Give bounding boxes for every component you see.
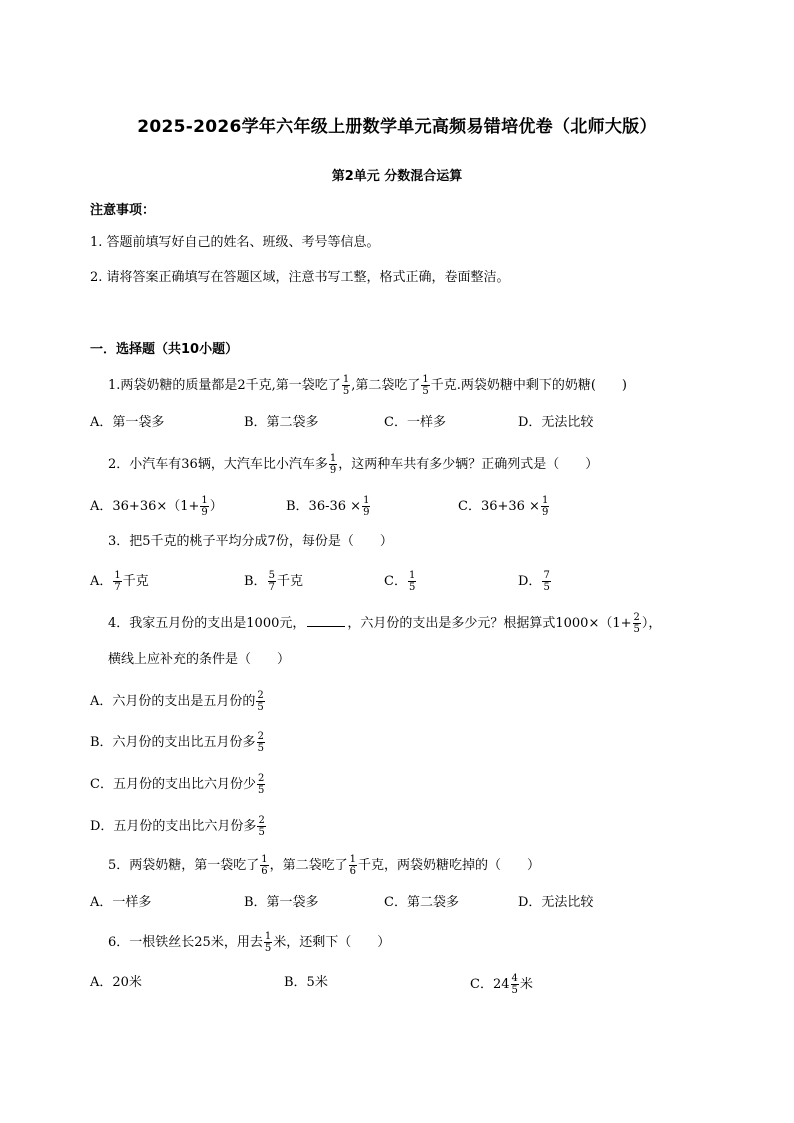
q5-option-d[interactable]: D．无法比较 — [518, 895, 594, 910]
text-segment: 2．小汽车有36辆，大汽车比小汽车多 — [108, 457, 328, 472]
question-3: 3．把5千克的桃子平均分成7份，每份是（ ） — [108, 534, 393, 549]
q6-option-c[interactable] — [470, 973, 533, 996]
fraction-denominator: 6 — [349, 866, 357, 877]
fraction-numerator: 1 — [329, 453, 337, 464]
fraction — [256, 690, 264, 713]
q1-option-c[interactable]: C．一样多 — [384, 415, 446, 430]
text-segment: A． — [90, 574, 113, 589]
fraction-denominator: 5 — [258, 827, 265, 838]
text-segment: C．36+36 × — [458, 499, 540, 514]
fraction — [408, 570, 416, 593]
question-6 — [108, 931, 390, 954]
text-segment: 千克，两袋奶糖吃掉的（ ） — [358, 858, 541, 873]
fraction-denominator: 5 — [342, 386, 350, 397]
fraction — [260, 854, 268, 877]
fraction-denominator: 9 — [541, 507, 549, 518]
text-segment: B．36-36 × — [286, 499, 362, 514]
page-subtitle: 第2单元 分数混合运算 — [331, 169, 463, 184]
fraction — [113, 570, 121, 593]
q3-option-b[interactable] — [244, 570, 303, 593]
fraction-numerator: 1 — [342, 374, 350, 385]
fraction-numerator: 1 — [541, 495, 549, 506]
text-segment: ,第二袋吃了 — [351, 378, 421, 393]
fraction — [268, 570, 276, 593]
text-segment: 4．我家五月份的支出是1000元， — [108, 616, 306, 631]
section-heading: 一．选择题（共10小题） — [90, 342, 239, 357]
fraction-numerator: 2 — [258, 815, 265, 826]
fraction-denominator: 5 — [422, 386, 429, 397]
fraction-numerator: 1 — [201, 495, 208, 506]
fraction-numerator: 1 — [363, 495, 370, 506]
q5-option-b[interactable]: B．第一袋多 — [244, 895, 319, 910]
text-segment: ，这两种车共有多少辆？正确列式是（ ） — [338, 457, 599, 472]
q4-option-b[interactable] — [90, 731, 266, 754]
text-segment: 6．一根铁丝长25米，用去 — [108, 935, 263, 950]
q1-option-d[interactable]: D．无法比较 — [518, 415, 594, 430]
q3-option-a[interactable] — [90, 570, 149, 593]
text-segment: 1.两袋奶糖的质量都是2千克,第一袋吃了 — [108, 378, 341, 393]
fraction-numerator: 1 — [264, 931, 272, 942]
fraction-numerator: 2 — [633, 612, 640, 623]
q6-option-b[interactable]: B．5米 — [284, 975, 328, 990]
q4-option-c[interactable] — [90, 773, 266, 796]
fraction-denominator: 5 — [264, 943, 272, 954]
fraction-denominator: 5 — [257, 743, 264, 754]
text-segment: ） — [209, 499, 223, 514]
q5-option-c[interactable]: C．第二袋多 — [384, 895, 459, 910]
q2-option-c[interactable] — [458, 495, 550, 518]
fraction-denominator: 5 — [257, 702, 264, 713]
question-4 — [108, 612, 661, 635]
fraction — [541, 495, 549, 518]
text-segment: B． — [244, 574, 267, 589]
notice-item-2: 2. 请将答案正确填写在答题区域，注意书写工整，格式正确，卷面整洁。 — [90, 270, 510, 285]
fraction — [342, 374, 350, 397]
q6-option-a[interactable]: A．20米 — [90, 975, 142, 990]
fraction — [349, 854, 357, 877]
fraction-denominator: 7 — [268, 582, 275, 593]
fraction-denominator: 9 — [329, 465, 337, 476]
fraction — [200, 495, 208, 518]
fraction-denominator: 5 — [408, 582, 416, 593]
fraction-numerator: 7 — [543, 570, 550, 581]
q1-option-a[interactable]: A．第一袋多 — [90, 415, 165, 430]
fraction — [257, 731, 265, 754]
question-4-line2: 横线上应补充的条件是（ ） — [108, 652, 291, 667]
q4-option-d[interactable] — [90, 815, 267, 838]
fraction-denominator: 5 — [633, 624, 640, 635]
text-segment: A．六月份的支出是五月份的 — [90, 694, 256, 709]
fraction-numerator: 2 — [257, 731, 264, 742]
fraction-numerator: 1 — [261, 854, 268, 865]
fraction-numerator: 2 — [257, 690, 264, 701]
text-segment: B．六月份的支出比五月份多 — [90, 735, 256, 750]
text-segment: C．24 — [470, 977, 510, 992]
fraction — [511, 973, 519, 996]
q4-option-a[interactable] — [90, 690, 266, 713]
q5-option-a[interactable]: A．一样多 — [90, 895, 152, 910]
q3-option-d[interactable] — [518, 570, 552, 593]
text-segment: D．五月份的支出比六月份多 — [90, 819, 257, 834]
fraction-denominator: 5 — [511, 985, 518, 996]
notice-heading: 注意事项： — [90, 203, 156, 218]
fraction — [421, 374, 429, 397]
text-segment: 千克.两袋奶糖中剩下的奶糖( ) — [430, 378, 627, 393]
fraction — [542, 570, 550, 593]
fraction-numerator: 5 — [268, 570, 275, 581]
fraction-numerator: 2 — [257, 773, 265, 784]
fraction-numerator: 1 — [408, 570, 416, 581]
q2-option-a[interactable] — [90, 495, 223, 518]
text-segment: 千克 — [276, 574, 303, 589]
text-segment: 千克 — [122, 574, 149, 589]
text-segment: ）， — [641, 616, 662, 631]
fraction-denominator: 5 — [543, 582, 550, 593]
answer-blank[interactable] — [307, 614, 345, 627]
fraction — [362, 495, 370, 518]
page-title: 2025-2026学年六年级上册数学单元高频易错培优卷（北师大版） — [137, 117, 657, 137]
fraction-denominator: 5 — [257, 785, 265, 796]
fraction-numerator: 1 — [349, 854, 357, 865]
q3-option-c[interactable] — [384, 570, 417, 593]
text-segment: C． — [384, 574, 407, 589]
text-segment: D． — [518, 574, 542, 589]
fraction — [257, 773, 265, 796]
fraction-numerator: 4 — [511, 973, 518, 984]
question-2 — [108, 453, 598, 476]
text-segment: 5．两袋奶糖，第一袋吃了 — [108, 858, 260, 873]
question-1 — [108, 374, 627, 397]
fraction — [329, 453, 337, 476]
fraction-numerator: 1 — [114, 570, 121, 581]
text-segment: 米 — [519, 977, 533, 992]
fraction-denominator: 9 — [201, 507, 208, 518]
fraction-denominator: 9 — [363, 507, 370, 518]
fraction — [257, 815, 265, 838]
fraction — [633, 612, 641, 635]
question-5 — [108, 854, 540, 877]
notice-item-1: 1. 答题前填写好自己的姓名、班级、考号等信息。 — [90, 235, 380, 250]
q2-option-b[interactable] — [286, 495, 371, 518]
q1-option-b[interactable]: B．第二袋多 — [244, 415, 319, 430]
fraction — [264, 931, 272, 954]
text-segment: ，六月份的支出是多少元？根据算式1000×（1+ — [347, 616, 632, 631]
text-segment: ，第二袋吃了 — [269, 858, 348, 873]
fraction-denominator: 6 — [261, 866, 268, 877]
text-segment: A．36+36×（1+ — [90, 499, 200, 514]
fraction-numerator: 1 — [422, 374, 429, 385]
fraction-denominator: 7 — [114, 582, 121, 593]
text-segment: C．五月份的支出比六月份少 — [90, 777, 256, 792]
text-segment: 米，还剩下（ ） — [273, 935, 391, 950]
